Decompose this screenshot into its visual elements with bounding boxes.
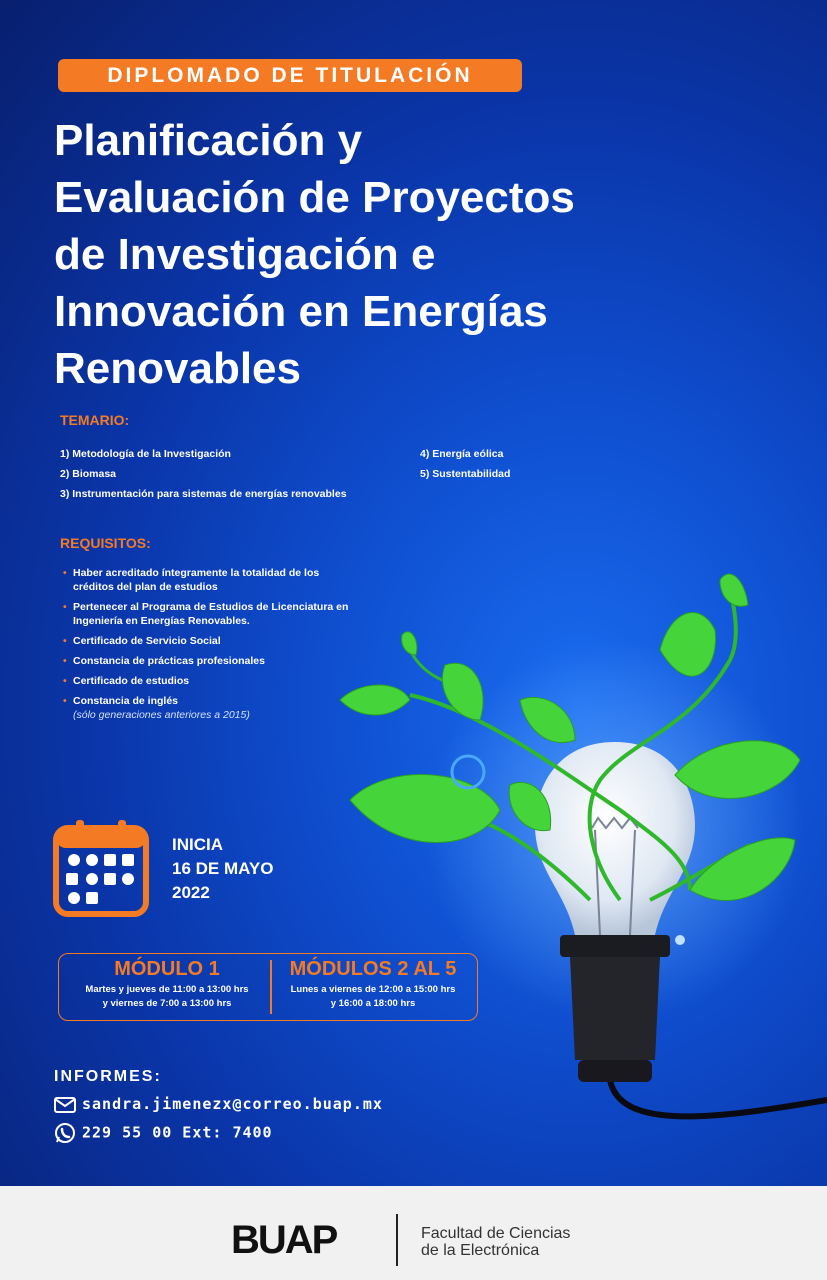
temario-item: 5) Sustentabilidad [420, 468, 511, 480]
phone-text: 229 55 00 Ext: 7400 [82, 1123, 273, 1142]
requisito-note: (sólo generaciones anteriores a 2015) [73, 709, 250, 721]
footer-divider [396, 1214, 398, 1266]
requisito-item: • Pertenecer al Programa de Estudios de Licenciatura en Ingeniería en Energías Renovables. [63, 600, 353, 628]
email-text: sandra.jimenezx@correo.buap.mx [82, 1095, 383, 1113]
whatsapp-icon [54, 1122, 76, 1144]
faculty-line: Facultad de Ciencias [421, 1225, 571, 1242]
requisito-item: • Constancia de prácticas profesionales [63, 654, 353, 668]
mail-icon [54, 1097, 76, 1113]
program-badge: DIPLOMADO DE TITULACIÓN [58, 59, 522, 92]
temario-list-left [60, 444, 347, 504]
informes-heading: INFORMES: [54, 1068, 162, 1085]
modulos-2-5-line: Lunes a viernes de 12:00 a 15:00 hrs [290, 984, 456, 995]
start-day: 16 DE MAYO [172, 859, 274, 878]
requisito-item: • Certificado de Servicio Social [63, 634, 353, 648]
title-line: Evaluación de Proyectos [54, 173, 575, 222]
lightbulb-illustration [330, 560, 827, 1160]
modulos-2-5-title: MÓDULOS 2 AL 5 [289, 958, 457, 980]
requisitos-list [63, 566, 353, 722]
title-line: Renovables [54, 344, 301, 393]
requisito-item: • Certificado de estudios [63, 674, 353, 688]
title-line: Innovación en Energías [54, 287, 548, 336]
temario-heading: TEMARIO: [60, 412, 130, 428]
temario-item: 3) Instrumentación para sistemas de energías renovables [60, 488, 347, 500]
buap-logo: BUAP [231, 1218, 337, 1262]
program-title [54, 112, 694, 397]
temario-list-right [420, 444, 510, 484]
start-label: INICIA [172, 835, 223, 854]
modulos-2-5-line: y 16:00 a 18:00 hrs [330, 998, 416, 1009]
modulo-1 [67, 958, 267, 1011]
start-year: 2022 [172, 883, 210, 902]
modulo-1-title: MÓDULO 1 [114, 958, 220, 980]
temario-item: 4) Energía eólica [420, 448, 504, 460]
phone-contact [54, 1122, 273, 1144]
schedule-box [58, 953, 478, 1021]
requisito-item: • Haber acreditado íntegramente la totalidad de los créditos del plan de estudios [63, 566, 353, 594]
faculty-name [421, 1225, 570, 1259]
schedule-divider [270, 960, 272, 1014]
modulos-2-5 [275, 958, 471, 1011]
calendar-icon [52, 818, 150, 918]
temario-item: 1) Metodología de la Investigación [60, 448, 231, 460]
modulo-1-line: Martes y jueves de 11:00 a 13:00 hrs [85, 984, 249, 995]
modulo-1-line: y viernes de 7:00 a 13:00 hrs [102, 998, 232, 1009]
footer [0, 1186, 827, 1280]
requisitos-heading: REQUISITOS: [60, 535, 151, 551]
title-line: Planificación y [54, 116, 363, 165]
faculty-line: de la Electrónica [421, 1242, 540, 1259]
title-line: de Investigación e [54, 230, 436, 279]
temario-item: 2) Biomasa [60, 468, 117, 480]
start-date [172, 833, 273, 905]
requisito-item: • Constancia de inglés [63, 694, 353, 708]
email-contact [54, 1095, 383, 1113]
